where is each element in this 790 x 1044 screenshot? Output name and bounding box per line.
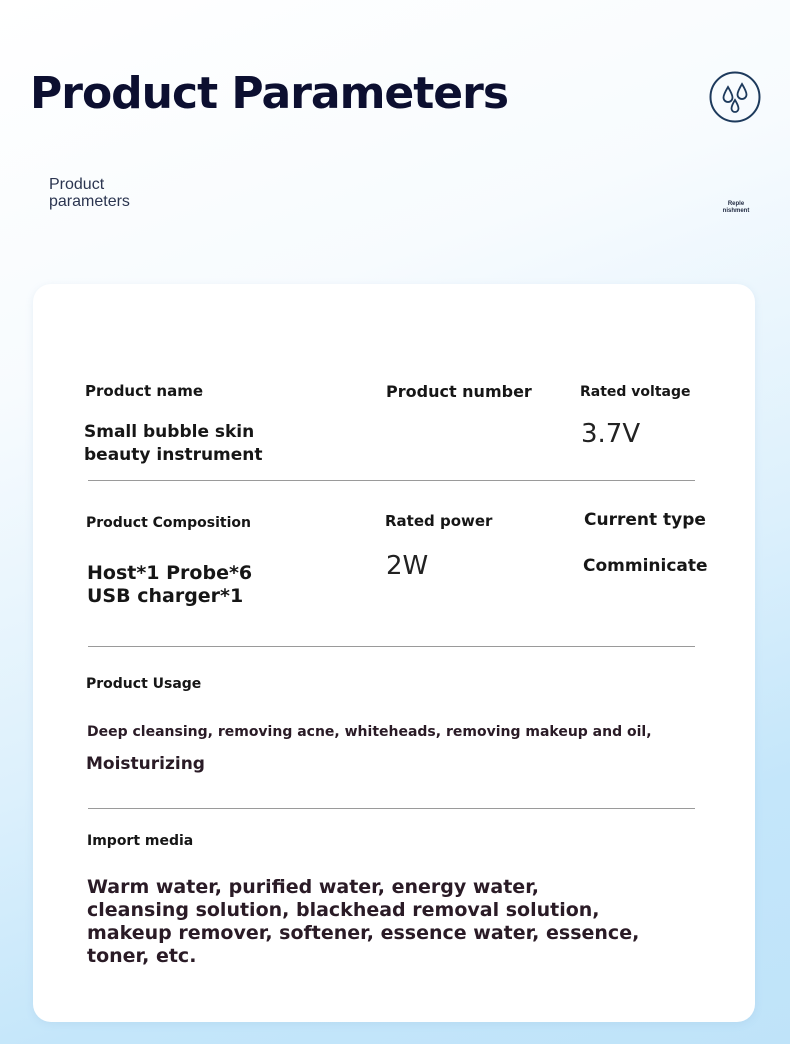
product-name-value: Small bubble skin beauty instrument bbox=[84, 422, 263, 465]
rated-power-value: 2W bbox=[386, 551, 429, 581]
rated-power-label: Rated power bbox=[385, 512, 493, 530]
composition-line-1: Host*1 Probe*6 bbox=[87, 562, 253, 584]
import-media-label: Import media bbox=[87, 833, 194, 849]
product-number-label: Product number bbox=[386, 382, 532, 401]
composition-label: Product Composition bbox=[86, 515, 251, 531]
parameters-card bbox=[33, 284, 755, 1022]
product-name-label: Product name bbox=[85, 382, 204, 400]
current-type-value: Comminicate bbox=[583, 556, 708, 576]
page-subtitle: Product parameters bbox=[49, 176, 130, 210]
usage-line-1: Deep cleansing, removing acne, whiteheads, removing makeup and oil, bbox=[87, 724, 652, 740]
divider bbox=[88, 480, 695, 481]
page-title: Product Parameters bbox=[30, 68, 509, 119]
current-type-label: Current type bbox=[584, 510, 706, 530]
water-drops-icon bbox=[708, 70, 762, 124]
rated-voltage-value: 3.7V bbox=[581, 419, 641, 449]
rated-voltage-label: Rated voltage bbox=[580, 384, 691, 400]
usage-label: Product Usage bbox=[86, 676, 202, 692]
replenishment-caption: Reple nishment bbox=[722, 201, 750, 214]
composition-line-2: USB charger*1 bbox=[87, 585, 244, 607]
divider bbox=[88, 646, 695, 647]
import-media-value: Warm water, purified water, energy water, cleansing solution, blackhead removal solution, makeup remover, softener, essence water, essence, toner, etc. bbox=[87, 876, 640, 967]
divider bbox=[88, 808, 695, 809]
usage-line-2: Moisturizing bbox=[86, 754, 205, 774]
